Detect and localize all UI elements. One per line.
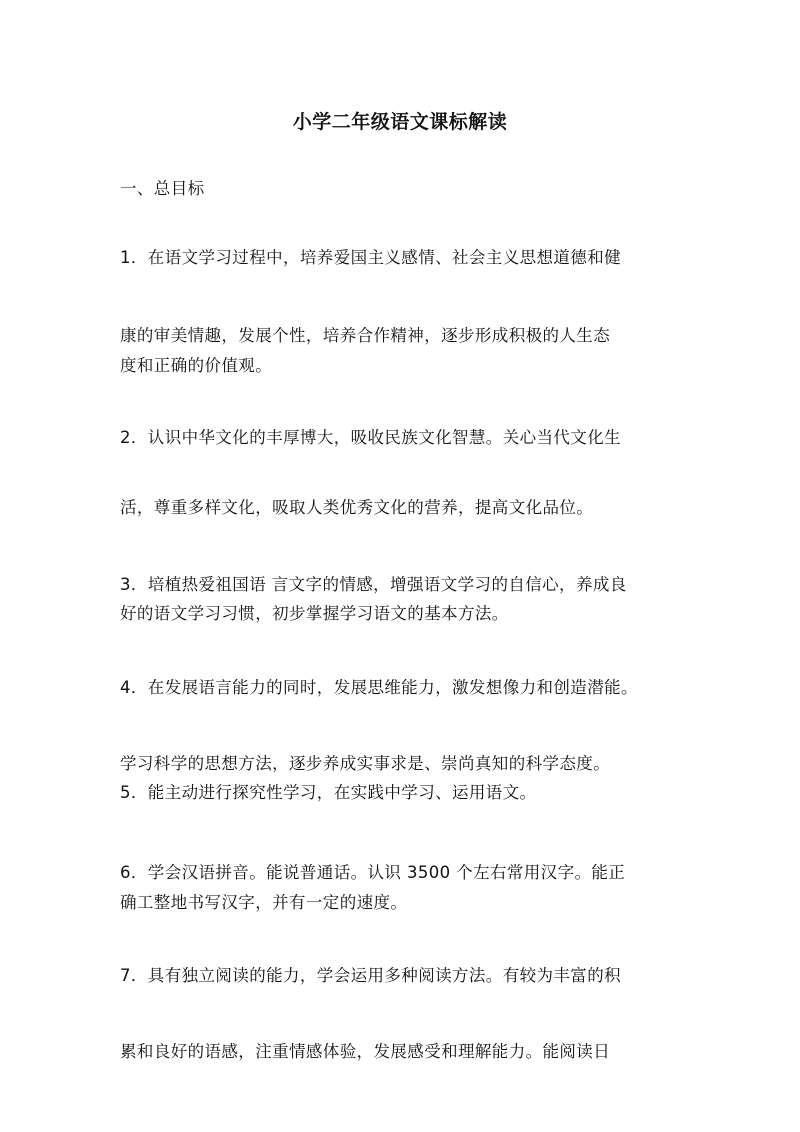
paragraph-line: 康的审美情趣，发展个性，培养合作精神，逐步形成积极的人生态 [120,326,611,345]
paragraph-line: 度和正确的价值观。 [120,356,273,375]
paragraph-line: 5．能主动进行探究性学习，在实践中学习、运用语文。 [120,783,537,802]
paragraph-line: 3．培植热爱祖国语 言文字的情感，增强语文学习的自信心，养成良 [120,575,627,594]
paragraph-line: 活，尊重多样文化，吸取人类优秀文化的营养，提高文化品位。 [120,498,594,517]
paragraph-line: 6．学会汉语拼音。能说普通话。认识 3500 个左右常用汉字。能正 [120,863,626,882]
paragraph-line: 1．在语文学习过程中，培养爱国主义感情、社会主义思想道德和健 [120,248,621,267]
paragraph-line: 确工整地书写汉字，并有一定的速度。 [120,893,408,912]
document-title: 小学二年级语文课标解读 [292,111,508,133]
paragraph-line: 7．具有独立阅读的能力，学会运用多种阅读方法。有较为丰富的积 [120,966,621,985]
paragraph-line: 2．认识中华文化的丰厚博大，吸收民族文化智慧。关心当代文化生 [120,428,621,447]
paragraph-line: 学习科学的思想方法，逐步养成实事求是、崇尚真知的科学态度。 [120,754,611,773]
paragraph-line: 好的语文学习习惯，初步掌握学习语文的基本方法。 [120,604,509,623]
paragraph-line: 累和良好的语感，注重情感体验，发展感受和理解能力。能阅读日 [120,1042,611,1061]
section-heading: 一、总目标 [120,179,205,198]
paragraph-line: 4．在发展语言能力的同时，发展思维能力，激发想像力和创造潜能。 [120,678,638,697]
